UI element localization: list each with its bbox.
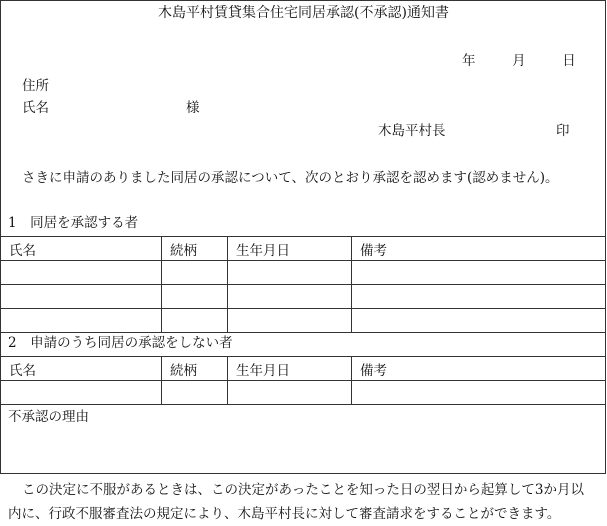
table-cell[interactable] [352,285,606,309]
honorific: 様 [186,100,200,116]
rejection-reason-label: 不承認の理由 [8,409,89,425]
address-label: 住所 [22,78,49,94]
table-row [1,285,606,309]
issuer-name: 木島平村長 [378,123,446,139]
table-cell[interactable] [352,261,606,285]
date-year: 年 [462,53,476,69]
date-month: 月 [512,53,526,69]
section2-table [0,356,606,405]
table-cell[interactable] [228,261,352,285]
table-cell[interactable] [162,309,228,333]
table-cell[interactable] [162,381,228,405]
appeal-notice-line1: この決定に不服があるときは、この決定があったことを知った日の翌日から起算して3か月以 [22,482,584,498]
table-header-row [1,237,606,261]
seal-mark: 印 [556,123,570,139]
rejection-reason-box[interactable] [0,404,606,474]
column-header-remarks: 備考 [352,357,606,381]
column-header-birthdate: 生年月日 [228,357,352,381]
section1-heading: 1 同居を承認する者 [8,215,139,231]
table-cell[interactable] [1,261,162,285]
table-cell[interactable] [1,381,162,405]
appeal-notice [8,478,604,526]
section2-heading: 2 申請のうち同居の承認をしない者 [8,335,233,351]
table-row [1,261,606,285]
column-header-birthdate: 生年月日 [228,237,352,261]
table-cell[interactable] [228,309,352,333]
column-header-relationship: 続柄 [162,237,228,261]
name-label: 氏名 [22,100,49,116]
table-cell[interactable] [162,285,228,309]
table-cell[interactable] [1,285,162,309]
date-line [462,53,576,69]
table-row [1,381,606,405]
table-cell[interactable] [1,309,162,333]
table-cell[interactable] [228,285,352,309]
table-cell[interactable] [352,309,606,333]
table-cell[interactable] [162,261,228,285]
table-cell[interactable] [352,381,606,405]
document-title: 木島平村賃貸集合住宅同居承認(不承認)通知書 [158,5,449,21]
appeal-notice-line2: 内に、行政不服審査法の規定により、木島平村長に対して審査請求をすることができます。 [8,506,561,522]
body-text: さきに申請のありました同居の承認について、次のとおり承認を認めます(認めません)。 [22,170,559,186]
table-row [1,309,606,333]
column-header-name: 氏名 [1,237,162,261]
date-day: 日 [562,53,576,69]
column-header-name: 氏名 [1,357,162,381]
column-header-relationship: 続柄 [162,357,228,381]
table-cell[interactable] [228,381,352,405]
section1-table [0,236,606,333]
table-header-row [1,357,606,381]
column-header-remarks: 備考 [352,237,606,261]
